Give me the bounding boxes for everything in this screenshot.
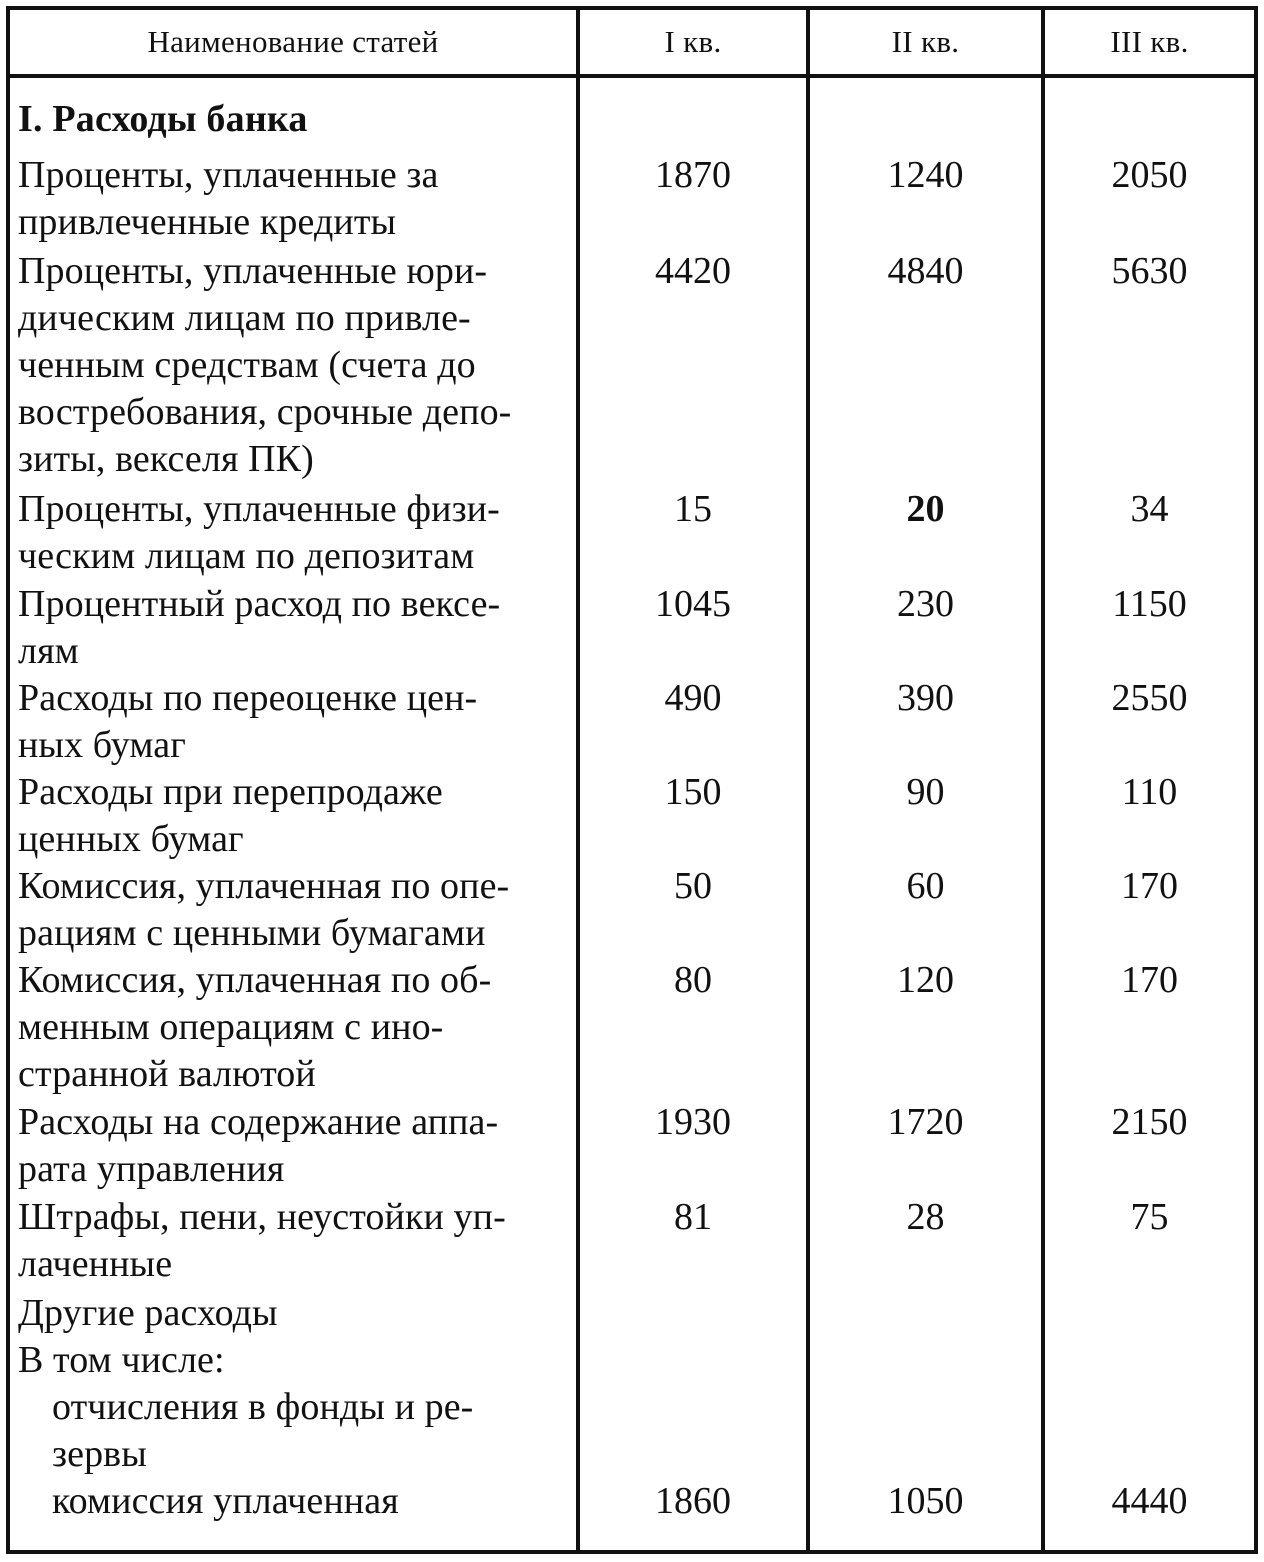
- row-q3: 170: [1121, 865, 1178, 907]
- row-name: Другие расходы: [18, 1292, 278, 1334]
- row-q2: 4840: [887, 250, 964, 292]
- row-name: комиссия уплаченная: [52, 1480, 399, 1522]
- row-name: Штрафы, пени, неустойки уп- лаченные: [18, 1196, 506, 1285]
- row-name: Комиссия, уплаченная по об- менным операциям с ино- странной валютой: [18, 959, 492, 1095]
- row-q2: 20: [906, 488, 945, 530]
- section-title: I. Расходы банка: [18, 98, 308, 140]
- row-q3: 110: [1121, 771, 1178, 813]
- row-q3: 2050: [1111, 154, 1188, 196]
- header-q2: II кв.: [891, 24, 960, 59]
- row-q3: 5630: [1111, 250, 1188, 292]
- row-q3: 170: [1121, 959, 1178, 1001]
- row-q2: 1050: [887, 1480, 964, 1522]
- row-name: отчисления в фонды и ре- зервы: [52, 1386, 474, 1475]
- row-name: Комиссия, уплаченная по опе- рациям с ценными бумагами: [18, 865, 510, 954]
- row-name: Расходы на содержание аппа- рата управления: [18, 1101, 499, 1190]
- row-name: Расходы при перепродаже ценных бумаг: [18, 771, 443, 860]
- table-header: [10, 10, 1254, 74]
- expenses-table: [6, 6, 1258, 1554]
- row-q1: 490: [664, 677, 722, 719]
- row-q3: 2550: [1111, 677, 1188, 719]
- row-q1: 81: [674, 1196, 712, 1238]
- row-q2: 28: [906, 1196, 945, 1238]
- row-q1: 150: [664, 771, 722, 813]
- header-name-column: Наименование статей: [147, 24, 439, 59]
- row-q3: 2150: [1111, 1101, 1188, 1143]
- row-name: Проценты, уплаченные юри- дическим лицам по привле- ченным средствам (счета до востребования, срочные депо- зиты, векселя ПК): [18, 250, 512, 480]
- header-q1: I кв.: [664, 24, 722, 59]
- row-name: Расходы по переоценке цен- ных бумаг: [18, 677, 478, 766]
- row-q2: 390: [897, 677, 954, 719]
- row-q2: 120: [897, 959, 954, 1001]
- row-q2: 60: [906, 865, 945, 907]
- row-q1: 80: [674, 959, 712, 1001]
- row-q1: 15: [674, 488, 712, 530]
- row-name: Проценты, уплаченные физи- ческим лицам по депозитам: [18, 488, 500, 577]
- row-q1: 1870: [655, 154, 731, 196]
- row-q2: 230: [897, 583, 954, 625]
- row-q3: 4440: [1111, 1480, 1188, 1522]
- row-q1: 1860: [655, 1480, 731, 1522]
- row-q3: 34: [1130, 488, 1169, 530]
- row-q1: 1045: [655, 583, 731, 625]
- row-q3: 1150: [1112, 583, 1187, 625]
- row-name: В том числе:: [18, 1339, 225, 1381]
- header-divider: [10, 74, 1254, 78]
- row-q2: 1240: [887, 154, 964, 196]
- row-name: Процентный расход по вексе- лям: [18, 583, 501, 672]
- row-q3: 75: [1130, 1196, 1169, 1238]
- row-q2: 1720: [887, 1101, 964, 1143]
- row-q1: 1930: [655, 1101, 731, 1143]
- row-q1: 50: [674, 865, 712, 907]
- row-q1: 4420: [655, 250, 731, 292]
- row-name: Проценты, уплаченные за привлеченные кредиты: [18, 154, 439, 243]
- row-q2: 90: [906, 771, 945, 813]
- header-q3: III кв.: [1110, 24, 1189, 59]
